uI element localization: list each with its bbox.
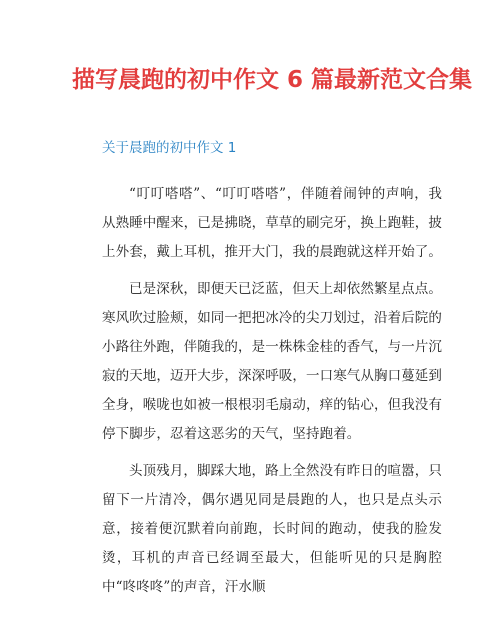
document-page: [0, 60, 500, 626]
section-heading: 关于晨跑的初中作文 1: [102, 140, 237, 156]
paragraph-1: “叮叮嗒嗒”、“叮叮嗒嗒”，伴随着闹钟的声响，我从熟睡中醒来，已是拂晓，草草的刷完牙，换上跑鞋，披上外套，戴上耳机，推开大门，我的晨跑就这样开始了。: [102, 186, 442, 260]
document-title: 描写晨跑的初中作文 6 篇最新范文合集: [71, 67, 473, 93]
paragraph-2: 已是深秋，即便天已泛蓝，但天上却依然繁星点点。寒风吹过脸颊，如同一把把冰冷的尖刀划过，沿着后院的小路往外跑，伴随我的，是一株株金桂的香气，与一片沉寂的天地，迈开大步，深深呼吸，一口寒气从胸口蔓延到全身，喉咙也如被一根根羽毛扇动，痒的钻心，但我没有停下脚步，忍着这恶劣的天气，坚持跑着。: [102, 281, 442, 442]
paragraph-3: 头顶残月，脚踩大地，路上全然没有昨日的喧嚣，只留下一片清冷，偶尔遇见同是晨跑的人，也只是点头示意，接着便沉默着向前跑，长时间的跑动，使我的脸发烫，耳机的声音已经调至最大，但能听见的只是胸腔中“咚咚咚”的声音，汗水顺: [102, 463, 442, 595]
